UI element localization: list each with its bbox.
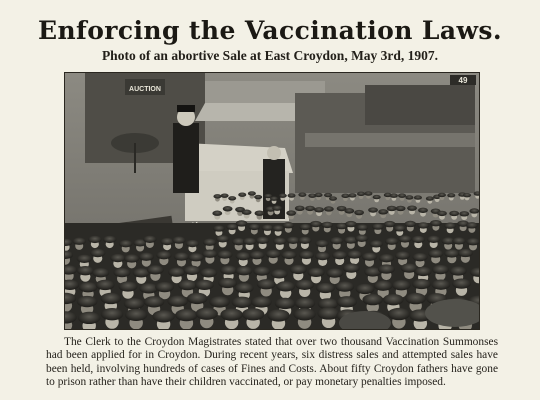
crowd-hat <box>387 206 397 211</box>
crowd-hat <box>275 298 296 309</box>
crowd-hat <box>212 211 222 216</box>
crowd-hat <box>238 193 246 197</box>
crowd-hat <box>242 308 264 320</box>
crowd-hat <box>290 265 307 274</box>
crowd-hat <box>332 251 347 259</box>
crowd-hat <box>220 265 237 274</box>
crowd-hat <box>317 307 339 319</box>
crowd-hat <box>271 269 288 278</box>
crowd-hat <box>223 206 233 211</box>
crowd-hat <box>256 237 269 244</box>
crowd-hat <box>288 193 296 197</box>
crowd-hat <box>196 308 218 320</box>
crowd-hat <box>315 193 323 197</box>
crowd-hat <box>357 224 369 230</box>
crowd-hat <box>217 250 232 258</box>
crowd-hat <box>251 296 272 307</box>
crowd-hat <box>186 240 199 247</box>
crowd-hat <box>119 240 132 247</box>
crowd-hat <box>167 296 188 307</box>
crowd-hat <box>172 236 185 243</box>
crowd-hat <box>355 235 368 242</box>
crowd-hat <box>450 266 467 275</box>
crowd-hat <box>356 284 375 294</box>
crowd-hat <box>253 266 270 275</box>
crowd-hat <box>343 263 360 272</box>
crowd-hat <box>188 253 203 261</box>
crowd-hat <box>257 279 276 289</box>
crowd-hat <box>281 251 296 259</box>
crowd-hat <box>407 205 417 210</box>
crowd-hat <box>368 207 378 212</box>
crowd-hat <box>270 196 278 200</box>
crowd-photo-illustration <box>65 73 479 329</box>
crowd-hat <box>321 222 333 228</box>
crowd-hat <box>228 196 236 200</box>
crowd-hat <box>412 279 431 289</box>
crowd-hat <box>398 235 411 242</box>
crowd-hat <box>218 278 237 288</box>
crowd-hat <box>202 250 217 258</box>
crowd-hat <box>125 309 147 321</box>
crowd-hat <box>398 193 406 197</box>
crowd-hat <box>345 221 357 227</box>
crowd-hat <box>139 283 158 293</box>
crowd-hat <box>298 237 311 244</box>
crowd-hat <box>469 208 479 213</box>
crowd-hat <box>103 236 116 243</box>
crowd-hat <box>279 193 287 197</box>
crowd-hat <box>447 193 455 197</box>
crowd-hat <box>362 294 383 305</box>
crowd-hat <box>388 308 410 320</box>
crowd-hat <box>73 238 86 245</box>
crowd-hat <box>354 210 364 215</box>
crowd-hat <box>220 308 242 320</box>
crowd-hat <box>273 237 286 244</box>
crowd-hat <box>203 239 216 246</box>
crowd-hat <box>418 222 430 228</box>
crowd-hat <box>299 224 311 230</box>
crowd-hat <box>236 220 248 226</box>
crowd-hat <box>385 238 398 245</box>
crowd-hat <box>336 296 357 307</box>
crowd-hat <box>449 211 459 216</box>
crowd-hat <box>213 225 225 231</box>
crowd-hat <box>308 268 325 277</box>
historical-photograph <box>64 72 480 330</box>
crowd-hat <box>298 192 306 196</box>
crowd-hat <box>326 268 343 277</box>
crowd-hat <box>254 195 262 199</box>
crowd-hat <box>430 220 442 226</box>
crowd-hat <box>414 195 422 199</box>
crowd-hat <box>152 310 174 322</box>
crowd-hat <box>362 253 377 261</box>
crowd-hat <box>272 225 284 231</box>
crowd-hat <box>248 191 256 195</box>
crowd-hat <box>315 252 330 260</box>
crowd-hat <box>178 280 197 290</box>
crowd-hat <box>78 312 100 324</box>
crowd-hat <box>187 293 208 304</box>
crowd-hat <box>110 254 125 262</box>
crowd-hat <box>428 249 443 257</box>
crowd-hat <box>378 264 395 273</box>
crowd-hat <box>276 281 295 291</box>
crowd-hat <box>329 196 337 200</box>
crowd-hat <box>174 252 189 260</box>
crowd-hat <box>77 255 92 263</box>
crowd-hat <box>262 225 274 231</box>
crowd-hat <box>221 193 229 197</box>
crowd-hat <box>405 293 426 304</box>
crowd-hat <box>463 193 471 197</box>
crowd-hat <box>384 221 396 227</box>
crowd-hat <box>267 309 289 321</box>
crowd-hat <box>286 210 296 215</box>
crowd-hat <box>232 297 253 308</box>
crowd-hat <box>175 309 197 321</box>
crowd-hat <box>101 293 122 304</box>
crowd-hat <box>357 192 365 196</box>
crowd-hat <box>466 222 478 228</box>
crowd-hat <box>156 251 171 259</box>
photo-subtitle: Photo of an abortive Sale at East Croydon, May 3rd, 1907. <box>101 48 439 63</box>
crowd-hat <box>255 211 265 216</box>
crowd-hat <box>364 191 372 195</box>
crowd-hat <box>79 282 98 292</box>
crowd-hat <box>452 237 465 244</box>
crowd-hat <box>412 236 425 243</box>
crowd-hat <box>295 206 305 211</box>
crowd-hat <box>459 211 469 216</box>
crowd-hat <box>147 265 164 274</box>
wall-sign: AUCTION <box>129 86 161 93</box>
crowd-hat <box>209 296 230 307</box>
crowd-hat <box>293 308 315 320</box>
crowd-hat <box>77 266 94 275</box>
crowd-hat <box>144 296 165 307</box>
crowd-hat <box>119 281 138 291</box>
crowd-hat <box>124 254 139 262</box>
crowd-hat <box>168 267 185 276</box>
crowd-hat <box>235 266 252 275</box>
crowd-hat <box>392 280 411 290</box>
crowd-hat <box>344 208 354 213</box>
crowd-hat <box>415 267 432 276</box>
crowd-hat <box>90 249 105 257</box>
crowd-hat <box>444 249 459 257</box>
crowd-hat <box>249 224 261 230</box>
crowd-hat <box>242 210 252 215</box>
crowd-hat <box>372 223 384 229</box>
crowd-hat <box>114 268 131 277</box>
crowd-hat <box>249 251 264 259</box>
crowd-hat <box>266 250 281 258</box>
crowd-hat <box>390 193 398 197</box>
crowd-hat <box>418 208 428 213</box>
crowd-hat <box>101 308 123 320</box>
caption-paragraph: The Clerk to the Croydon Magistrates stated that over two thousand Vaccination Summonses had been applied for in Croydon. During recent years, six distress sales and attempted sales have been held, involving hundreds of cases of Fines and Costs. About fifty Croydon fathers have gone to prison rather than have their children vaccinated, or pay monetary penalties imposed. <box>46 336 498 389</box>
crowd-hat <box>316 283 335 293</box>
crowd-hat <box>431 279 450 289</box>
crowd-hat <box>143 236 156 243</box>
crowd-hat <box>236 252 251 260</box>
crowd-hat <box>427 236 440 243</box>
crowd-hat <box>314 207 324 212</box>
crowd-hat <box>412 253 427 261</box>
crowd-hat <box>437 211 447 216</box>
crowd-hat <box>295 298 316 309</box>
crowd-hat <box>96 280 115 290</box>
crowd-hat <box>305 206 315 211</box>
crowd-hat <box>348 193 356 197</box>
crowd-hat <box>77 296 98 307</box>
crowd-hat <box>315 240 328 247</box>
crowd-hat <box>458 249 473 257</box>
crowd-hat <box>330 237 343 244</box>
crowd-hat <box>195 280 214 290</box>
crowd-hat <box>444 223 456 229</box>
crowd-hat <box>92 268 109 277</box>
crowd-hat <box>432 265 449 274</box>
crowd-hat <box>160 238 173 245</box>
crowd-hat <box>370 240 383 247</box>
crowd-hat <box>405 221 417 227</box>
crowd-hat <box>124 298 145 309</box>
crowd-hat <box>139 253 154 261</box>
crowd-hat <box>324 206 334 211</box>
crowd-hat <box>452 278 471 288</box>
crowd-hat <box>374 280 393 290</box>
crowd-hat <box>405 195 413 199</box>
crowd-hat <box>310 221 322 227</box>
page-title: Enforcing the Vaccination Laws. <box>38 16 502 45</box>
crowd-hat <box>184 266 201 275</box>
crowd-hat <box>272 205 282 210</box>
crowd-hat <box>341 194 349 198</box>
crowd-hat <box>396 206 406 211</box>
crowd-hat <box>216 235 229 242</box>
crowd-hat <box>88 236 101 243</box>
crowd-hat <box>299 251 314 259</box>
crowd-hat <box>373 195 381 199</box>
crowd-hat <box>438 193 446 197</box>
crowd-hat <box>324 193 332 197</box>
crowd-hat <box>394 225 406 231</box>
crowd-hat <box>286 237 299 244</box>
crowd-hat <box>395 251 410 259</box>
crowd-hat <box>283 222 295 228</box>
crowd-hat <box>335 281 354 291</box>
corner-number: 49 <box>458 76 468 85</box>
crowd-hat <box>213 194 221 198</box>
crowd-hat <box>426 196 434 200</box>
crowd-hat <box>379 254 394 262</box>
crowd-hat <box>295 280 314 290</box>
crowd-hat <box>243 238 256 245</box>
crowd-hat <box>200 268 217 277</box>
crowd-hat <box>383 294 404 305</box>
crowd-hat <box>235 283 254 293</box>
crowd-hat <box>378 209 388 214</box>
crowd-hat <box>347 250 362 258</box>
crowd-hat <box>155 282 174 292</box>
